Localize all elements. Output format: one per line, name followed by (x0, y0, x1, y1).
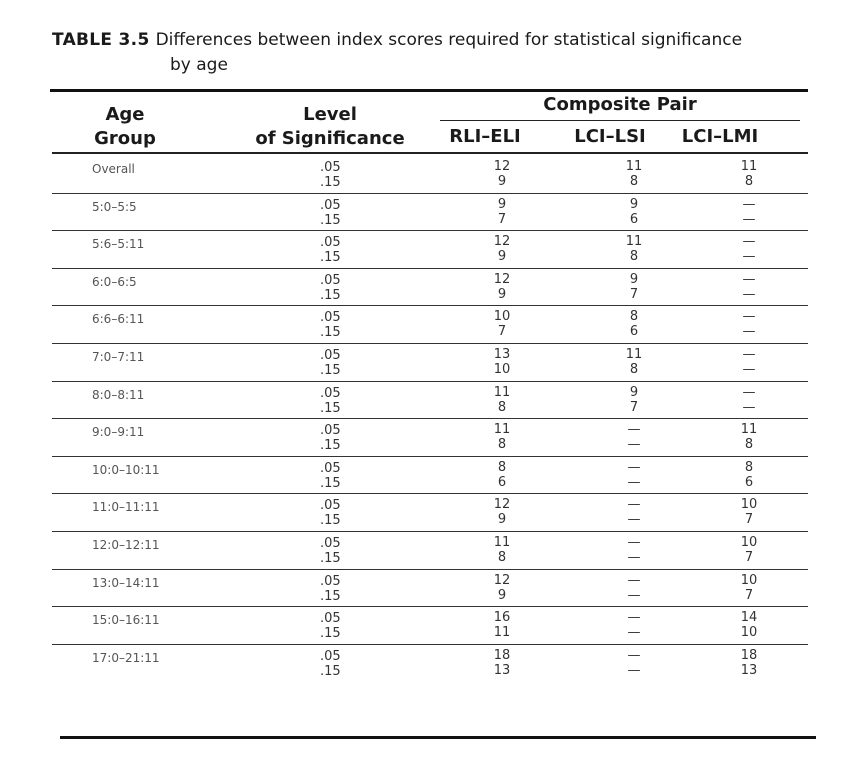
age-group-cell: 8:0–8:11 (92, 387, 145, 402)
score-value: 9 (497, 196, 507, 212)
score-value: 8 (497, 437, 507, 453)
score-value: 9 (629, 271, 639, 287)
top-rule (50, 89, 808, 92)
table-caption (52, 28, 812, 78)
table-row (52, 607, 808, 645)
score-value: — (742, 211, 756, 227)
age-group-cell: Overall (92, 162, 135, 176)
score-value: 11 (625, 159, 643, 174)
score-value: 11 (625, 234, 643, 250)
age-group-cell: 6:0–6:5 (92, 274, 137, 289)
score-value: — (627, 497, 641, 513)
table-row (52, 194, 808, 232)
header-pair-lci-lsi: LCI–LSI (574, 126, 646, 147)
level-value: .15 (320, 212, 341, 228)
level-value: .15 (320, 287, 341, 303)
level-value: .05 (320, 423, 341, 439)
level-value: .05 (320, 385, 341, 401)
table-row (52, 570, 808, 608)
header-level-of-significance (240, 103, 420, 151)
header-level-line1: Level (303, 104, 357, 125)
score-value: 11 (493, 625, 511, 641)
level-value: .05 (320, 573, 341, 589)
level-value: .05 (320, 272, 341, 288)
level-value: .15 (320, 438, 341, 454)
score-value: 10 (740, 572, 758, 588)
score-value: 9 (629, 384, 639, 400)
score-value: 18 (740, 647, 758, 663)
level-value: .05 (320, 648, 341, 664)
score-value: 12 (493, 159, 511, 174)
level-value: .15 (320, 175, 341, 190)
score-value: 12 (493, 497, 511, 513)
score-value: 12 (493, 271, 511, 287)
age-group-cell: 10:0–10:11 (92, 462, 160, 477)
score-value: — (742, 249, 756, 265)
score-value: 9 (497, 587, 507, 603)
header-age-group (70, 103, 180, 151)
score-value: 8 (629, 361, 639, 377)
score-value: 8 (629, 249, 639, 265)
score-value: 10 (493, 361, 511, 377)
age-group-cell: 7:0–7:11 (92, 349, 145, 364)
score-value: 6 (629, 324, 639, 340)
score-value: 9 (629, 196, 639, 212)
score-value: 8 (744, 437, 754, 453)
level-value: .05 (320, 160, 341, 175)
bottom-rule (60, 736, 816, 739)
age-group-cell: 5:0–5:5 (92, 199, 137, 214)
score-value: 8 (629, 174, 639, 189)
score-value: 10 (740, 625, 758, 641)
score-value: 11 (740, 159, 758, 174)
score-value: 10 (740, 534, 758, 550)
score-value: 6 (629, 211, 639, 227)
level-value: .15 (320, 588, 341, 604)
score-value: — (627, 437, 641, 453)
caption-text-line2: by age (170, 55, 228, 75)
age-group-cell: 15:0–16:11 (92, 613, 160, 628)
score-value: — (742, 196, 756, 212)
score-value: 7 (744, 549, 754, 565)
score-value: 16 (493, 610, 511, 626)
age-group-cell: 12:0–12:11 (92, 537, 160, 552)
score-value: — (627, 587, 641, 603)
score-value: 10 (493, 309, 511, 325)
caption-text-line1: Differences between index scores required for statistical significance (155, 30, 743, 50)
score-value: 6 (497, 474, 507, 490)
table-row (52, 306, 808, 344)
score-value: 8 (744, 459, 754, 475)
score-value: — (742, 346, 756, 362)
score-value: — (627, 474, 641, 490)
score-value: — (742, 286, 756, 302)
header-rule (52, 152, 808, 154)
score-value: — (627, 625, 641, 641)
score-value: 12 (493, 572, 511, 588)
score-value: 8 (497, 459, 507, 475)
level-value: .05 (320, 460, 341, 476)
header-age-line2: Group (94, 128, 156, 149)
score-value: 9 (497, 286, 507, 302)
score-value: — (627, 459, 641, 475)
score-value: — (742, 234, 756, 250)
score-value: 6 (744, 474, 754, 490)
table-row (52, 457, 808, 495)
score-value: 8 (744, 174, 754, 189)
table-row (52, 156, 808, 194)
score-value: 7 (744, 587, 754, 603)
level-value: .15 (320, 550, 341, 566)
score-value: 9 (497, 512, 507, 528)
score-value: 8 (629, 309, 639, 325)
score-value: 7 (497, 324, 507, 340)
age-group-cell: 11:0–11:11 (92, 500, 160, 515)
table-row (52, 494, 808, 532)
age-group-cell: 9:0–9:11 (92, 425, 145, 440)
age-group-cell: 13:0–14:11 (92, 575, 160, 590)
level-value: .15 (320, 475, 341, 491)
score-value: 11 (493, 534, 511, 550)
table-row (52, 419, 808, 457)
score-value: 11 (493, 384, 511, 400)
score-value: 13 (493, 346, 511, 362)
composite-subrule (440, 120, 800, 121)
table-row (52, 269, 808, 307)
score-value: 7 (629, 399, 639, 415)
table-body (52, 156, 808, 681)
level-value: .15 (320, 513, 341, 529)
header-level-line2: of Significance (255, 128, 405, 149)
age-group-cell: 5:6–5:11 (92, 237, 145, 252)
table-row (52, 645, 808, 682)
score-value: — (742, 309, 756, 325)
level-value: .05 (320, 535, 341, 551)
level-value: .15 (320, 325, 341, 341)
level-value: .05 (320, 498, 341, 514)
score-value: — (742, 361, 756, 377)
score-value: 18 (493, 647, 511, 663)
score-value: — (627, 662, 641, 678)
header-composite-pair: Composite Pair (543, 94, 697, 115)
score-value: 9 (497, 174, 507, 189)
level-value: .05 (320, 310, 341, 326)
level-value: .05 (320, 197, 341, 213)
score-value: 11 (740, 422, 758, 438)
level-value: .05 (320, 347, 341, 363)
level-value: .15 (320, 626, 341, 642)
score-value: — (742, 324, 756, 340)
score-value: — (627, 549, 641, 565)
level-value: .15 (320, 362, 341, 378)
score-value: — (742, 384, 756, 400)
score-value: — (627, 512, 641, 528)
level-value: .05 (320, 611, 341, 627)
header-pair-lci-lmi: LCI–LMI (681, 126, 759, 147)
age-group-cell: 6:6–6:11 (92, 312, 145, 327)
score-value: 12 (493, 234, 511, 250)
score-value: 14 (740, 610, 758, 626)
score-value: 11 (493, 422, 511, 438)
age-group-cell: 17:0–21:11 (92, 650, 160, 665)
score-value: 13 (740, 662, 758, 678)
table-row (52, 532, 808, 570)
score-value: — (742, 271, 756, 287)
score-value: — (742, 399, 756, 415)
table-row (52, 344, 808, 382)
table-row (52, 382, 808, 420)
level-value: .15 (320, 400, 341, 416)
score-value: 8 (497, 399, 507, 415)
score-value: — (627, 647, 641, 663)
score-value: 7 (744, 512, 754, 528)
level-value: .05 (320, 235, 341, 251)
score-value: 11 (625, 346, 643, 362)
score-value: — (627, 572, 641, 588)
score-value: 9 (497, 249, 507, 265)
header-pair-rli-eli: RLI–ELI (449, 126, 521, 147)
score-value: 13 (493, 662, 511, 678)
score-value: 7 (629, 286, 639, 302)
score-value: 8 (497, 549, 507, 565)
score-value: — (627, 534, 641, 550)
level-value: .15 (320, 663, 341, 679)
header-age-line1: Age (105, 104, 145, 125)
score-value: — (627, 610, 641, 626)
score-value: 10 (740, 497, 758, 513)
table-row (52, 231, 808, 269)
score-value: — (627, 422, 641, 438)
table-label: TABLE 3.5 (52, 30, 150, 50)
level-value: .15 (320, 250, 341, 266)
score-value: 7 (497, 211, 507, 227)
